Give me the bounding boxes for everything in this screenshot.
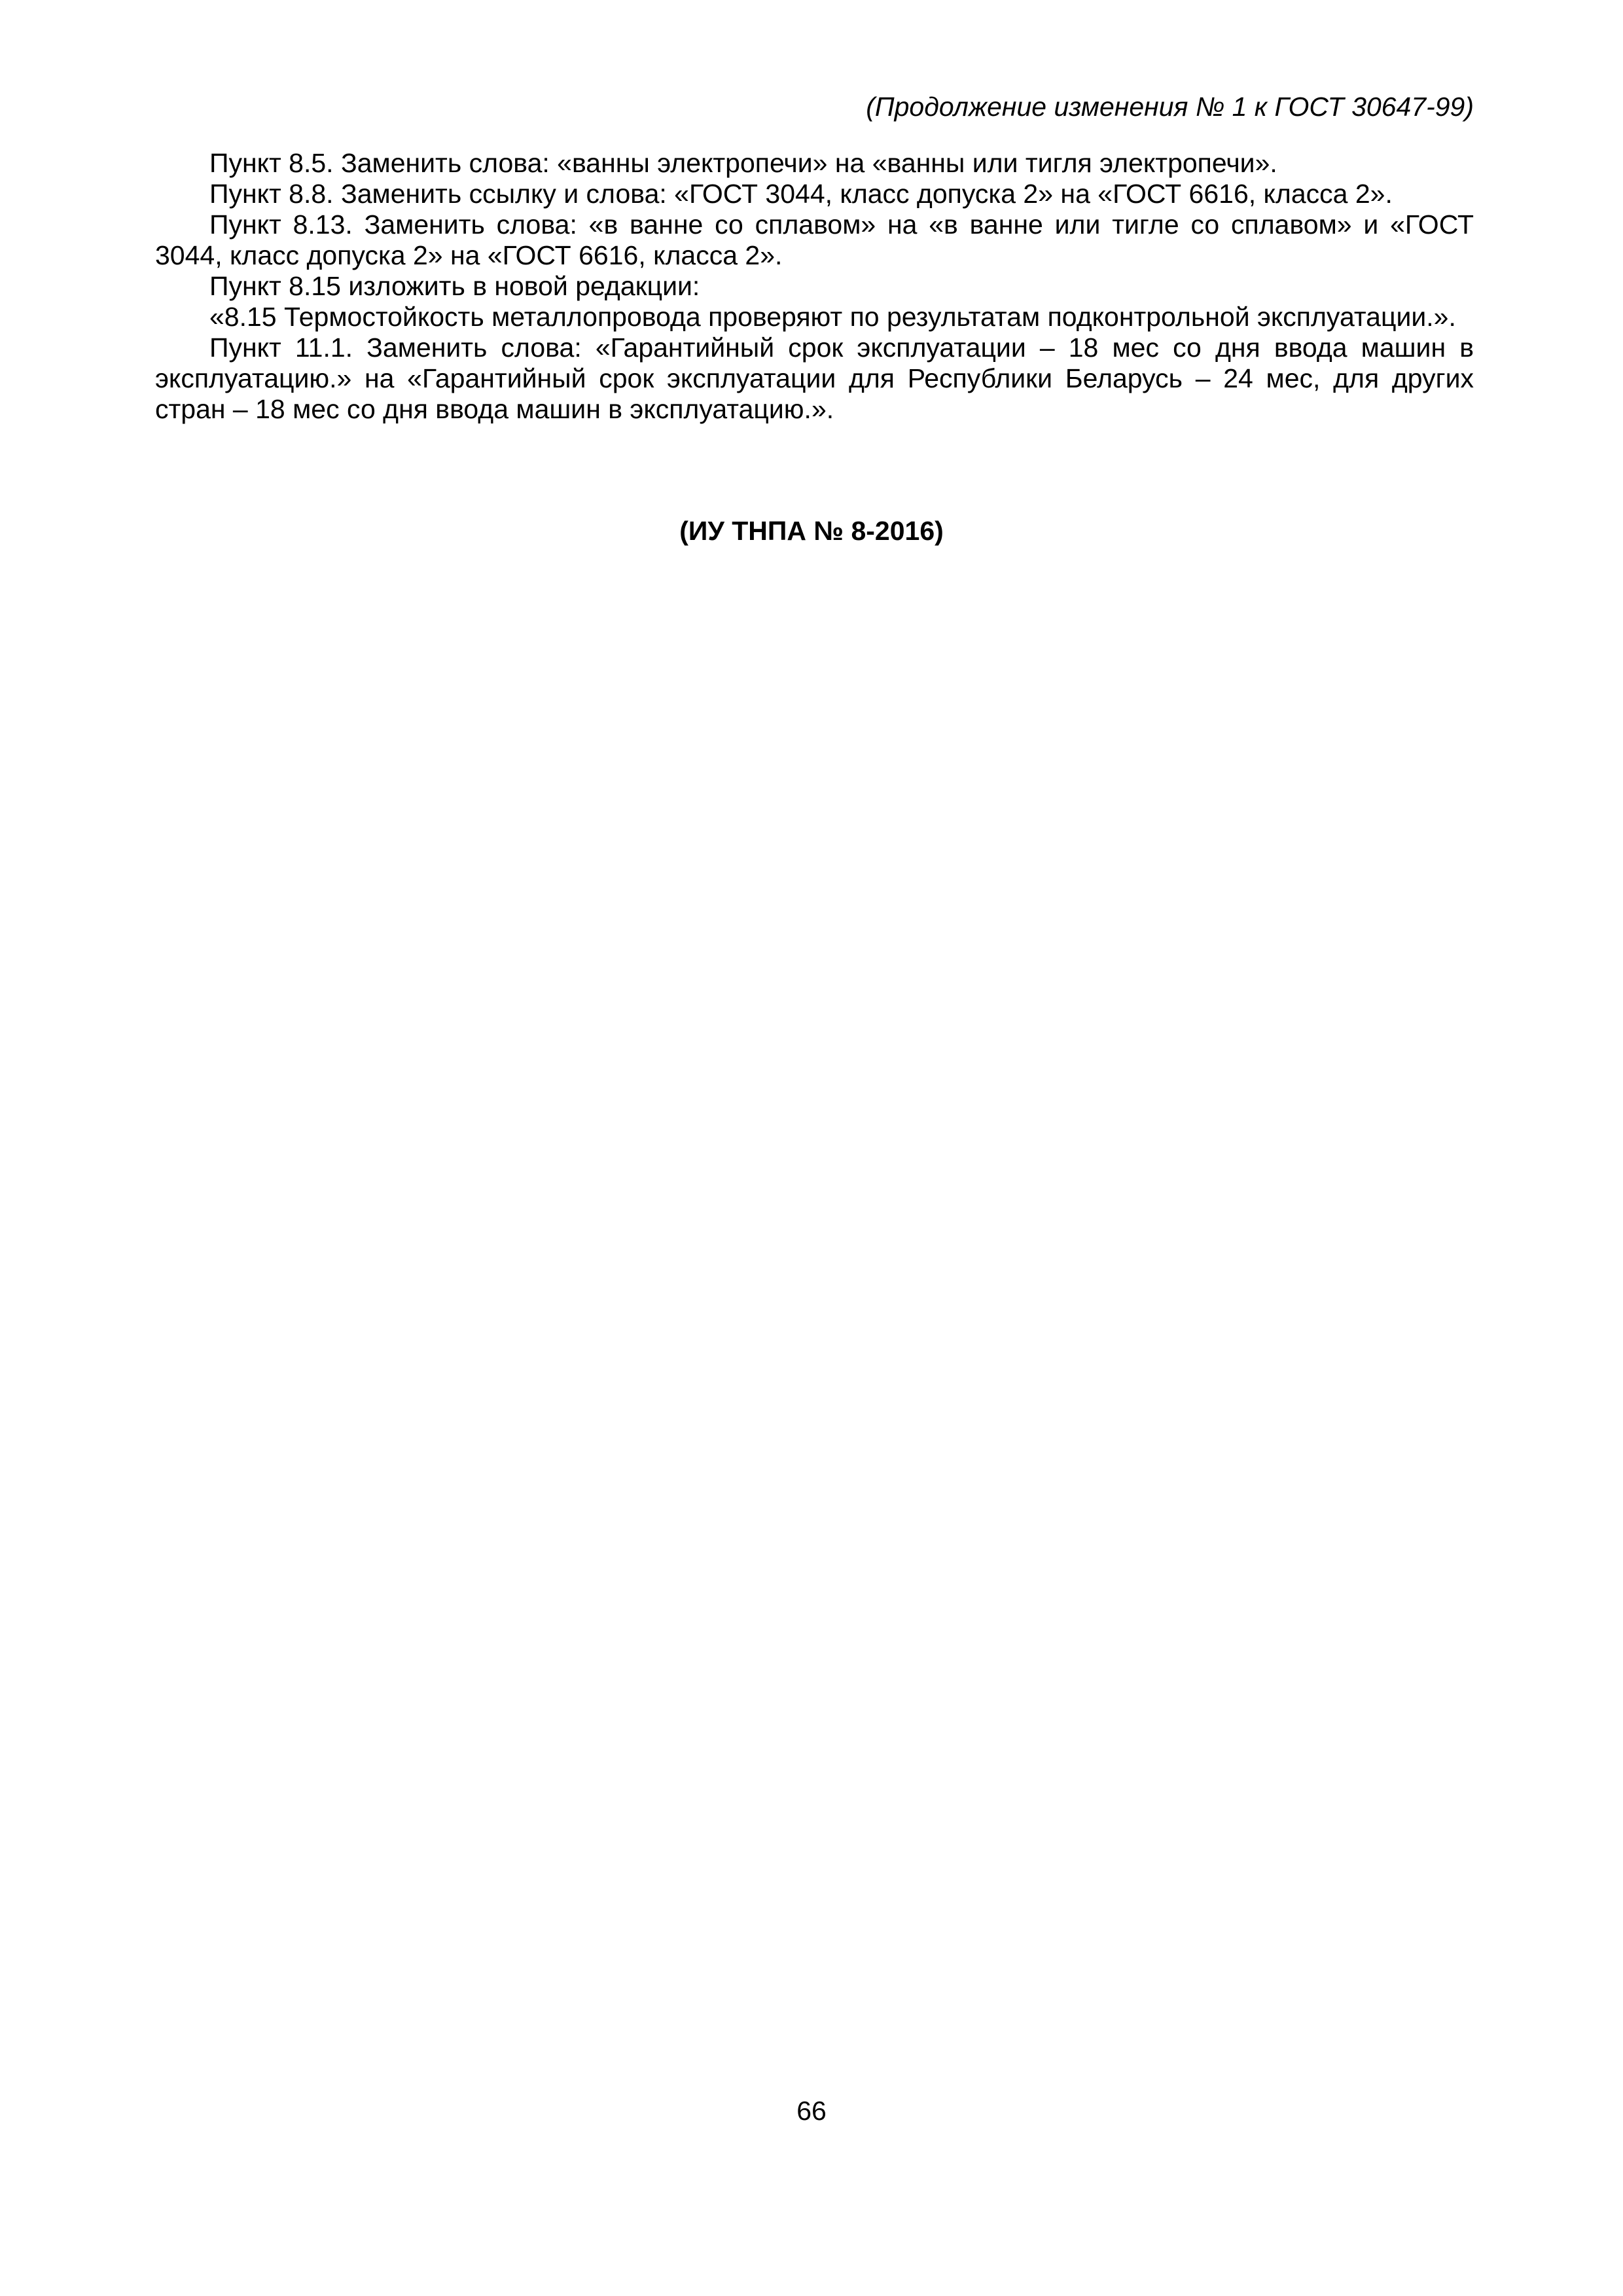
paragraph-clause-8-5: Пункт 8.5. Заменить слова: «ванны электропечи» на «ванны или тигля электропечи».	[209, 148, 1277, 178]
paragraph-clause-8-15-intro: Пункт 8.15 изложить в новой редакции:	[209, 271, 700, 301]
page-number: 66	[796, 2096, 827, 2126]
paragraph-clause-8-13: Пункт 8.13. Заменить слова: «в ванне со сплавом» на «в ванне или тигле со сплавом» и «ГОСТ 3044, класс допуска 2» на «ГОСТ 6616, класса 2».	[155, 209, 1474, 270]
amendment-body	[155, 148, 1474, 425]
paragraph-clause-11-1: Пункт 11.1. Заменить слова: «Гарантийный срок эксплуатации – 18 мес со дня ввода машин в эксплуатацию.» на «Гарантийный срок эксплуатации для Республики Беларусь – 24 мес, для других стран – 18 мес со дня ввода машин в эксплуатацию.».	[155, 332, 1474, 424]
continuation-header: (Продолжение изменения № 1 к ГОСТ 30647-99)	[866, 92, 1474, 122]
regulation-reference: (ИУ ТНПА № 8-2016)	[679, 516, 944, 546]
paragraph-clause-8-15-text: «8.15 Термостойкость металлопровода проверяют по результатам подконтрольной эксплуатации.».	[209, 302, 1456, 332]
paragraph-clause-8-8: Пункт 8.8. Заменить ссылку и слова: «ГОСТ 3044, класс допуска 2» на «ГОСТ 6616, класса 2».	[209, 179, 1393, 209]
